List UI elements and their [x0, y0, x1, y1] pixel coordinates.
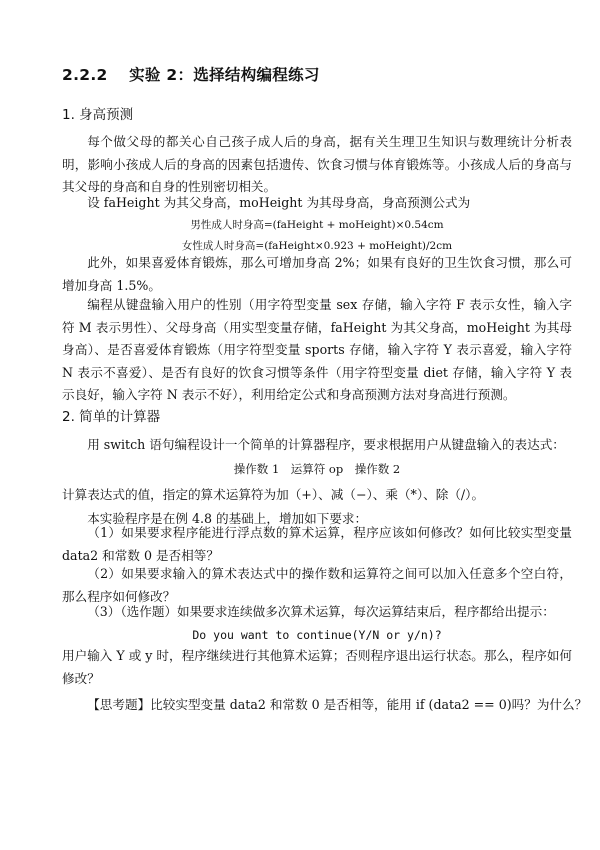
part2-base: 本实验程序是在例 4.8 的基础上，增加如下要求： [87, 511, 368, 526]
section-title: 2.2.2 实验 2：选择结构编程练习 [62, 66, 320, 84]
part2-after: 用户输入 Y 或 y 时，程序继续进行其他算术运算；否则程序退出运行状态。那么，程序如何修改？ [62, 648, 573, 686]
part1-setup: 设 faHeight 为其父身高，moHeight 为其母身高，身高预测公式为 [87, 195, 471, 210]
part1-task: 编程从键盘输入用户的性别（用字符型变量 sex 存储，输入字符 F 表示女性，输入字符 M 表示男性）、父母身高（用实型变量存储，faHeight 为其父身高，moHeight 为其母身高）、是否喜爱体育锻炼（用字符型变量 sports 存储，输入字符 Y 表示喜爱，输入字符 N 表示不喜爱）、是否有良好的饮食习惯等条件（用字符型变量 diet 存储，输入字符 Y 表示良好，输入字符 N 表示不好），利用给定公式和身高预测方法对身高进行预测。 [62, 297, 572, 402]
part1-extra: 此外，如果喜爱体育锻炼，那么可增加身高 2%；如果有良好的卫生饮食习惯，那么可增加身高 1.5%。 [62, 255, 572, 293]
requirement-1: （1）如果要求程序能进行浮点数的算术运算，程序应该如何修改？如何比较实型变量 data2 和常数 0 是否相等？ [62, 525, 572, 563]
requirement-2: （2）如果要求输入的算术表达式中的操作数和运算符之间可以加入任意多个空白符，那么程序如何修改？ [62, 566, 572, 604]
expression-format: 操作数 1 运算符 op 操作数 2 [233, 462, 401, 476]
part2-heading: 2. 简单的计算器 [62, 409, 161, 425]
part2-ops: 计算表达式的值，指定的算术运算符为加（+）、减（−）、乘（*）、除（/）。 [62, 487, 485, 502]
formula-male: 男性成人时身高=(faHeight + moHeight)×0.54cm [190, 219, 444, 231]
continue-prompt: Do you want to continue(Y/N or y/n)? [192, 628, 442, 642]
part1-heading: 1. 身高预测 [62, 107, 134, 123]
formula-female: 女性成人时身高=(faHeight×0.923 + moHeight)/2cm [181, 240, 453, 252]
part1-intro: 每个做父母的都关心自己孩子成人后的身高，据有关生理卫生知识与数理统计分析表明，影响小孩成人后的身高的因素包括遗传、饮食习惯与体育锻炼等。小孩成人后的身高与其父母的身高和自身的性别密切相关。 [62, 134, 572, 194]
think-question: 【思考题】比较实型变量 data2 和常数 0 是否相等，能用 if (data2 == 0)吗？为什么？ [87, 697, 588, 712]
requirement-3: （3）（选作题）如果要求连续做多次算术运算，每次运算结束后，程序都给出提示： [87, 604, 555, 619]
part2-intro: 用 switch 语句编程设计一个简单的计算器程序，要求根据用户从键盘输入的表达式： [87, 437, 565, 452]
